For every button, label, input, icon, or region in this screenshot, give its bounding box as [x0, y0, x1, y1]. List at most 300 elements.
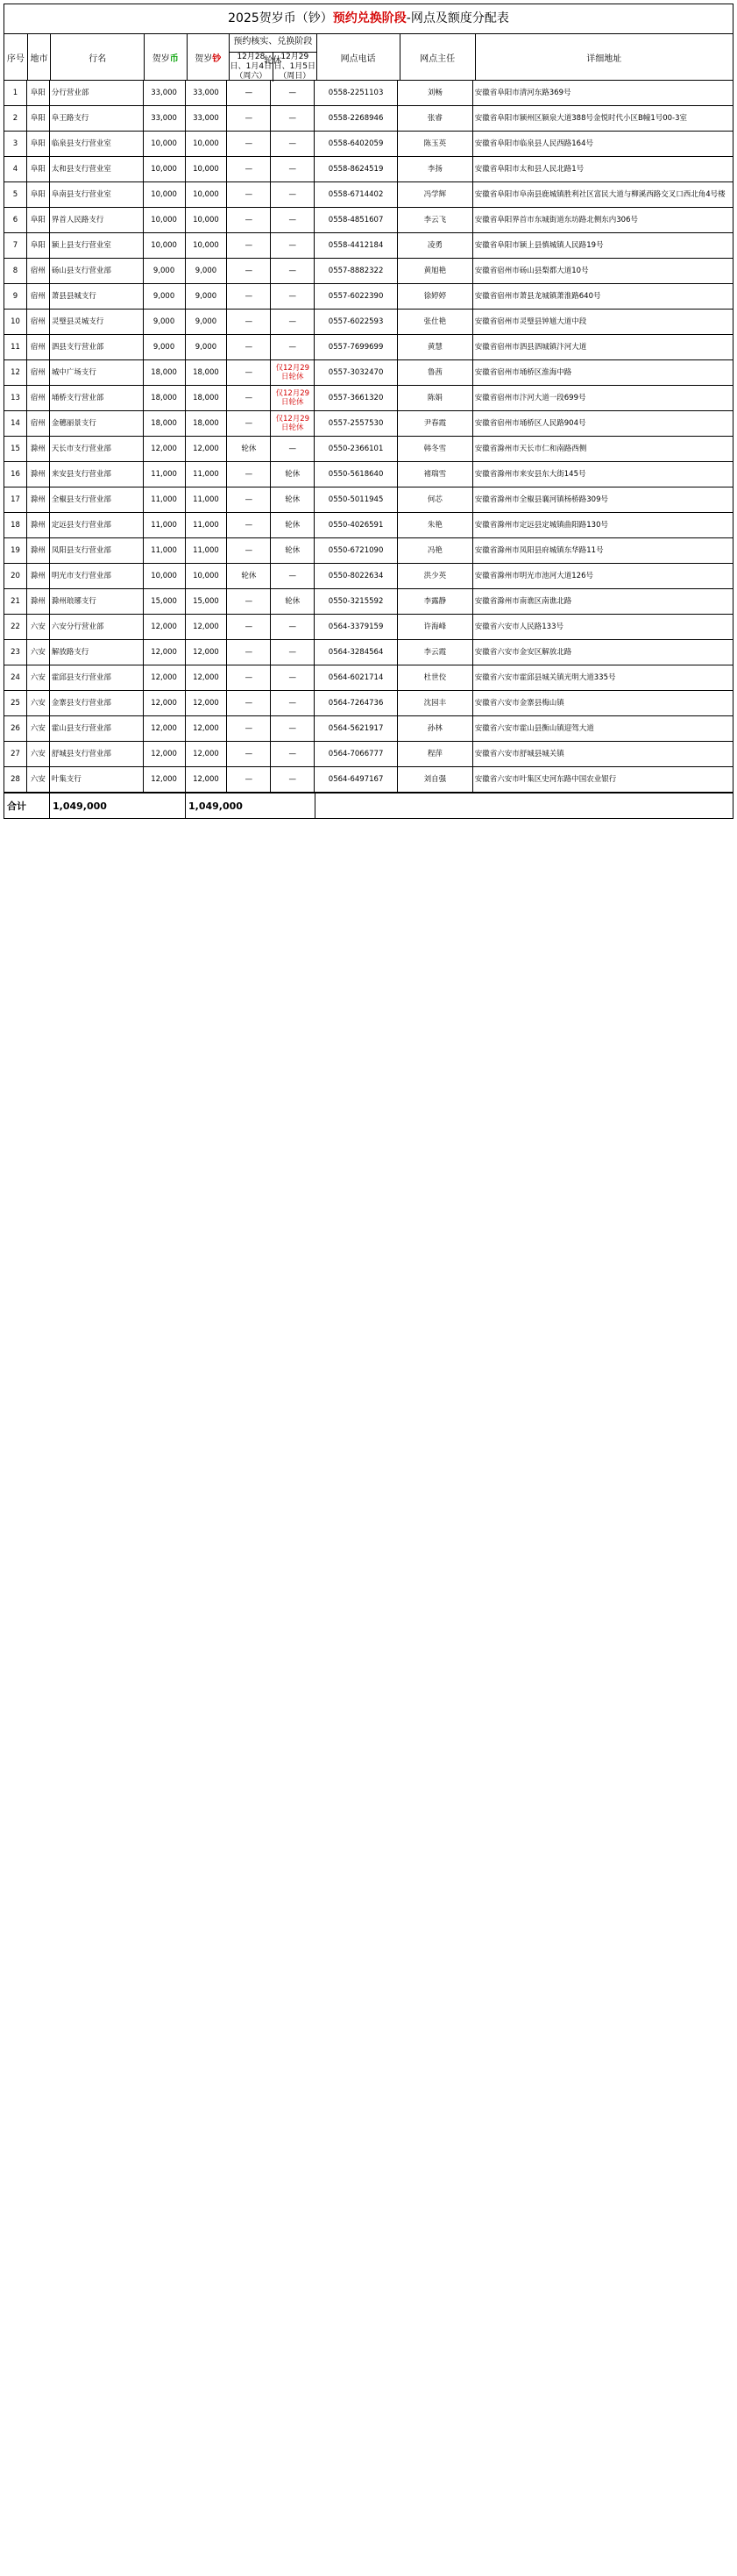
row-bank: 灵璧县灵城支行	[50, 310, 144, 334]
row-manager: 张仕艳	[398, 310, 473, 334]
row-address: 安徽省滁州市定远县定城镇曲阳路130号	[474, 521, 608, 530]
table-row	[4, 411, 733, 437]
row-note: 9,000	[186, 310, 228, 334]
row-date1: —	[227, 640, 271, 665]
row-phone: 0550-2366101	[315, 437, 398, 461]
row-city: 滁州	[27, 589, 50, 614]
row-city: 六安	[27, 640, 50, 665]
row-manager: 程萍	[398, 742, 473, 766]
total-label: 合计	[4, 793, 50, 818]
row-seq: 13	[4, 386, 27, 410]
row-date2: 仅12月29日轮休	[271, 411, 315, 436]
row-phone: 0550-6721090	[315, 538, 398, 563]
row-address: 安徽省阜阳市太和县人民北路1号	[474, 165, 585, 174]
row-note: 11,000	[186, 487, 228, 512]
row-phone: 0558-6402059	[315, 132, 398, 156]
header-phone: 网点电话	[317, 34, 400, 80]
row-coin: 18,000	[144, 411, 186, 436]
row-note: 18,000	[186, 411, 228, 436]
table-row	[4, 538, 733, 564]
row-city: 宿州	[27, 386, 50, 410]
table-row	[4, 437, 733, 462]
row-note: 10,000	[186, 157, 228, 181]
row-manager: 刘自强	[398, 767, 473, 792]
row-bank: 滁州琅琊支行	[50, 589, 144, 614]
row-date2: —	[271, 284, 315, 309]
row-bank: 金穗丽景支行	[50, 411, 144, 436]
table-row	[4, 589, 733, 615]
row-phone: 0558-2251103	[315, 81, 398, 105]
row-city: 滁州	[27, 462, 50, 487]
title-highlight: 预约兑换阶段	[332, 11, 407, 25]
row-manager: 凌勇	[398, 233, 473, 258]
row-date2: 仅12月29日轮休	[271, 386, 315, 410]
row-phone: 0564-7264736	[315, 691, 398, 715]
row-city: 阜阳	[27, 208, 50, 232]
row-date1: —	[227, 284, 271, 309]
row-date1: —	[227, 538, 271, 563]
row-date2: —	[271, 132, 315, 156]
table-row	[4, 259, 733, 284]
row-bank: 萧县县城支行	[50, 284, 144, 309]
row-date2: —	[271, 233, 315, 258]
row-note: 12,000	[186, 437, 228, 461]
table-row	[4, 360, 733, 386]
row-coin: 11,000	[144, 487, 186, 512]
row-coin: 11,000	[144, 513, 186, 537]
row-date2: —	[271, 691, 315, 715]
row-address: 安徽省六安市人民路133号	[474, 623, 563, 631]
row-coin: 10,000	[144, 157, 186, 181]
row-address: 安徽省阜阳市清河东路369号	[474, 89, 571, 97]
row-note: 12,000	[186, 615, 228, 639]
row-address: 安徽省宿州市埇桥区人民路904号	[474, 419, 586, 428]
row-coin: 18,000	[144, 386, 186, 410]
row-seq: 8	[4, 259, 27, 283]
row-note: 11,000	[186, 462, 228, 487]
row-seq: 27	[4, 742, 27, 766]
row-bank: 霍山县支行营业部	[50, 716, 144, 741]
row-coin: 11,000	[144, 538, 186, 563]
table-row	[4, 132, 733, 157]
table-header	[4, 33, 733, 80]
table-row	[4, 335, 733, 360]
row-address: 安徽省六安市叶集区史河东路中国农业银行	[474, 775, 617, 784]
row-phone: 0557-2557530	[315, 411, 398, 436]
row-address: 安徽省滁州市南谯区南谯北路	[474, 597, 572, 606]
row-date2: —	[271, 564, 315, 588]
row-coin: 12,000	[144, 437, 186, 461]
row-city: 六安	[27, 767, 50, 792]
row-city: 阜阳	[27, 106, 50, 131]
row-date2: —	[271, 259, 315, 283]
table-row	[4, 81, 733, 106]
row-manager: 何芯	[398, 487, 473, 512]
row-manager: 杜世佼	[398, 665, 473, 690]
row-bank: 砀山县支行营业部	[50, 259, 144, 283]
row-manager: 黄旭艳	[398, 259, 473, 283]
row-address: 安徽省滁州市天长市仁和南路西侧	[474, 445, 587, 453]
row-note: 12,000	[186, 691, 228, 715]
row-bank: 泗县支行营业部	[50, 335, 144, 359]
row-date2: —	[271, 742, 315, 766]
row-address: 安徽省宿州市汴河大道一段699号	[474, 394, 586, 402]
row-manager: 陈娟	[398, 386, 473, 410]
row-address: 安徽省六安市舒城县城关镇	[474, 750, 564, 758]
row-phone: 0550-3215592	[315, 589, 398, 614]
row-seq: 28	[4, 767, 27, 792]
row-phone: 0557-6022390	[315, 284, 398, 309]
row-seq: 19	[4, 538, 27, 563]
row-coin: 12,000	[144, 615, 186, 639]
page-title	[4, 4, 733, 33]
table-row	[4, 767, 733, 793]
row-address: 安徽省滁州市明光市池河大道126号	[474, 572, 593, 580]
row-city: 六安	[27, 615, 50, 639]
row-date2: —	[271, 615, 315, 639]
row-manager: 许海峰	[398, 615, 473, 639]
row-coin: 12,000	[144, 716, 186, 741]
row-seq: 18	[4, 513, 27, 537]
row-note: 12,000	[186, 716, 228, 741]
row-coin: 11,000	[144, 462, 186, 487]
row-date1: —	[227, 233, 271, 258]
row-seq: 6	[4, 208, 27, 232]
row-address: 安徽省宿州市砀山县梨都大道10号	[474, 267, 589, 275]
table-row	[4, 284, 733, 310]
row-address: 安徽省阜阳市颍州区颍泉大道388号金悦时代小区B幢1号00-3室	[474, 114, 688, 123]
row-address: 安徽省滁州市凤阳县府城镇东华路11号	[474, 546, 604, 555]
row-date2: —	[271, 767, 315, 792]
row-seq: 20	[4, 564, 27, 588]
row-bank: 埇桥支行营业部	[50, 386, 144, 410]
row-bank: 太和县支行营业室	[50, 157, 144, 181]
row-manager: 黄慧	[398, 335, 473, 359]
row-phone: 0564-7066777	[315, 742, 398, 766]
row-coin: 12,000	[144, 742, 186, 766]
row-seq: 25	[4, 691, 27, 715]
row-address: 安徽省阜阳界首市东城街道东坊路北侧东内306号	[474, 216, 638, 224]
row-phone: 0557-6022593	[315, 310, 398, 334]
row-city: 阜阳	[27, 233, 50, 258]
row-seq: 12	[4, 360, 27, 385]
row-manager: 褚瑞雪	[398, 462, 473, 487]
row-date1: —	[227, 716, 271, 741]
row-date2: —	[271, 182, 315, 207]
row-seq: 16	[4, 462, 27, 487]
total-note: 1,049,000	[186, 793, 315, 818]
row-city: 滁州	[27, 437, 50, 461]
row-bank: 明光市支行营业部	[50, 564, 144, 588]
row-note: 10,000	[186, 564, 228, 588]
row-seq: 23	[4, 640, 27, 665]
table-body	[4, 80, 733, 793]
row-phone: 0550-5618640	[315, 462, 398, 487]
row-address: 安徽省六安市金寨县梅山镇	[474, 699, 564, 708]
row-city: 六安	[27, 665, 50, 690]
row-phone: 0564-3284564	[315, 640, 398, 665]
row-bank: 霍邱县支行营业部	[50, 665, 144, 690]
row-note: 33,000	[186, 106, 228, 131]
total-row	[4, 793, 733, 819]
row-coin: 9,000	[144, 259, 186, 283]
row-date1: 轮休	[227, 564, 271, 588]
row-address: 安徽省六安市霍山县衡山镇迎驾大道	[474, 724, 594, 733]
row-seq: 11	[4, 335, 27, 359]
page	[4, 4, 733, 819]
row-manager: 孙林	[398, 716, 473, 741]
table-row	[4, 157, 733, 182]
row-city: 宿州	[27, 310, 50, 334]
row-seq: 14	[4, 411, 27, 436]
row-date2: —	[271, 310, 315, 334]
row-date1: —	[227, 259, 271, 283]
row-date1: —	[227, 386, 271, 410]
row-coin: 10,000	[144, 182, 186, 207]
row-bank: 阜南县支行营业室	[50, 182, 144, 207]
row-city: 六安	[27, 716, 50, 741]
row-date1: 轮休	[227, 437, 271, 461]
row-city: 阜阳	[27, 81, 50, 105]
row-bank: 分行营业部	[50, 81, 144, 105]
row-date2: 轮休	[271, 538, 315, 563]
row-address: 安徽省六安市霍邱县城关镇光明大道335号	[474, 673, 616, 682]
row-seq: 2	[4, 106, 27, 131]
row-date1: —	[227, 615, 271, 639]
row-coin: 9,000	[144, 335, 186, 359]
header-city: 地市	[28, 34, 52, 80]
row-bank: 临泉县支行营业室	[50, 132, 144, 156]
row-bank: 天长市支行营业部	[50, 437, 144, 461]
row-manager: 沈园丰	[398, 691, 473, 715]
row-date2: —	[271, 157, 315, 181]
header-date2: 12月29日、1月5日（周日）	[273, 53, 316, 81]
row-date1: —	[227, 106, 271, 131]
header-bank: 行名	[51, 34, 145, 80]
table-row	[4, 513, 733, 538]
row-seq: 17	[4, 487, 27, 512]
row-date2: —	[271, 208, 315, 232]
row-date2: 轮休	[271, 589, 315, 614]
row-date1: —	[227, 208, 271, 232]
row-manager: 冯艳	[398, 538, 473, 563]
row-phone: 0558-2268946	[315, 106, 398, 131]
table-row	[4, 615, 733, 640]
row-bank: 舒城县支行营业部	[50, 742, 144, 766]
row-bank: 六安分行营业部	[50, 615, 144, 639]
row-note: 33,000	[186, 81, 228, 105]
table-row	[4, 310, 733, 335]
row-manager: 冯学辉	[398, 182, 473, 207]
row-note: 9,000	[186, 335, 228, 359]
row-seq: 1	[4, 81, 27, 105]
row-note: 10,000	[186, 182, 228, 207]
row-date1: —	[227, 513, 271, 537]
row-note: 11,000	[186, 538, 228, 563]
row-coin: 12,000	[144, 640, 186, 665]
row-coin: 12,000	[144, 767, 186, 792]
row-date1: —	[227, 157, 271, 181]
table-row	[4, 208, 733, 233]
row-coin: 9,000	[144, 284, 186, 309]
row-bank: 全椒县支行营业部	[50, 487, 144, 512]
row-phone: 0557-3661320	[315, 386, 398, 410]
table-row	[4, 564, 733, 589]
table-row	[4, 487, 733, 513]
row-bank: 定远县支行营业部	[50, 513, 144, 537]
row-seq: 5	[4, 182, 27, 207]
row-city: 滁州	[27, 538, 50, 563]
row-city: 宿州	[27, 284, 50, 309]
row-phone: 0564-5621917	[315, 716, 398, 741]
row-date2: —	[271, 716, 315, 741]
row-coin: 12,000	[144, 691, 186, 715]
row-bank: 来安县支行营业部	[50, 462, 144, 487]
row-phone: 0558-6714402	[315, 182, 398, 207]
row-address: 安徽省阜阳市临泉县人民西路164号	[474, 139, 593, 148]
row-city: 滁州	[27, 564, 50, 588]
row-seq: 10	[4, 310, 27, 334]
row-manager: 朱艳	[398, 513, 473, 537]
row-phone: 0557-8882322	[315, 259, 398, 283]
row-note: 11,000	[186, 513, 228, 537]
row-phone: 0557-3032470	[315, 360, 398, 385]
row-bank: 颍上县支行营业室	[50, 233, 144, 258]
row-seq: 3	[4, 132, 27, 156]
table-row	[4, 182, 733, 208]
row-phone: 0557-7699699	[315, 335, 398, 359]
row-bank: 城中广场支行	[50, 360, 144, 385]
row-address: 安徽省阜阳市颍上县慎城镇人民路19号	[474, 241, 604, 250]
row-manager: 韩冬雪	[398, 437, 473, 461]
row-note: 10,000	[186, 132, 228, 156]
row-date1: —	[227, 411, 271, 436]
row-date1: —	[227, 310, 271, 334]
row-date2: 轮休	[271, 462, 315, 487]
row-date1: —	[227, 182, 271, 207]
row-note: 9,000	[186, 284, 228, 309]
row-date1: —	[227, 462, 271, 487]
total-coin: 1,049,000	[50, 793, 186, 818]
row-date2: —	[271, 665, 315, 690]
row-city: 滁州	[27, 487, 50, 512]
row-note: 10,000	[186, 208, 228, 232]
row-coin: 18,000	[144, 360, 186, 385]
row-note: 12,000	[186, 665, 228, 690]
row-note: 15,000	[186, 589, 228, 614]
title-prefix: 2025贺岁币（钞）	[228, 11, 333, 25]
row-phone: 0550-8022634	[315, 564, 398, 588]
row-address: 安徽省滁州市全椒县襄河镇杨桥路309号	[474, 495, 608, 504]
row-manager: 李云飞	[398, 208, 473, 232]
table-row	[4, 716, 733, 742]
row-phone: 0558-8624519	[315, 157, 398, 181]
table-row	[4, 233, 733, 259]
row-coin: 10,000	[144, 132, 186, 156]
row-seq: 9	[4, 284, 27, 309]
row-seq: 4	[4, 157, 27, 181]
row-manager: 刘畅	[398, 81, 473, 105]
row-city: 阜阳	[27, 157, 50, 181]
row-date2: —	[271, 335, 315, 359]
row-date1: —	[227, 767, 271, 792]
row-note: 12,000	[186, 742, 228, 766]
row-phone: 0558-4851607	[315, 208, 398, 232]
row-manager: 李扬	[398, 157, 473, 181]
header-seq: 序号	[4, 34, 28, 80]
table-row	[4, 640, 733, 665]
row-coin: 10,000	[144, 564, 186, 588]
row-city: 宿州	[27, 360, 50, 385]
row-manager: 陈玉英	[398, 132, 473, 156]
row-city: 宿州	[27, 335, 50, 359]
row-date2: —	[271, 81, 315, 105]
row-seq: 26	[4, 716, 27, 741]
table-row	[4, 742, 733, 767]
table-row	[4, 106, 733, 132]
header-date1: 12月28日、1月4日（周六）	[230, 53, 273, 81]
row-coin: 33,000	[144, 106, 186, 131]
table-row	[4, 665, 733, 691]
row-date2: —	[271, 437, 315, 461]
row-coin: 33,000	[144, 81, 186, 105]
row-address: 安徽省宿州市埇桥区淮海中路	[474, 368, 572, 377]
row-date1: —	[227, 81, 271, 105]
row-seq: 7	[4, 233, 27, 258]
row-bank: 金寨县支行营业部	[50, 691, 144, 715]
row-bank: 凤阳县支行营业部	[50, 538, 144, 563]
row-address: 安徽省六安市金安区解放北路	[474, 648, 572, 657]
row-date1: —	[227, 589, 271, 614]
row-coin: 15,000	[144, 589, 186, 614]
row-manager: 鲁茜	[398, 360, 473, 385]
row-bank: 阜王路支行	[50, 106, 144, 131]
row-address: 安徽省滁州市来安县东大街145号	[474, 470, 586, 479]
row-city: 阜阳	[27, 182, 50, 207]
row-manager: 李云霞	[398, 640, 473, 665]
row-coin: 9,000	[144, 310, 186, 334]
row-note: 10,000	[186, 233, 228, 258]
row-coin: 10,000	[144, 233, 186, 258]
row-manager: 洪少英	[398, 564, 473, 588]
row-city: 阜阳	[27, 132, 50, 156]
row-phone: 0550-4026591	[315, 513, 398, 537]
row-address: 安徽省阜阳市阜南县鹿城镇胜利社区富民大道与柳溪西路交叉口西北角4号楼	[474, 190, 726, 199]
row-date2: 轮休	[271, 487, 315, 512]
table-row	[4, 386, 733, 411]
row-date1: —	[227, 132, 271, 156]
header-address: 详细地址	[586, 53, 622, 64]
row-seq: 21	[4, 589, 27, 614]
header-coin: 贺岁 币	[145, 34, 187, 80]
title-suffix: -网点及额度分配表	[406, 11, 509, 25]
table-row	[4, 462, 733, 487]
row-phone: 0564-6497167	[315, 767, 398, 792]
row-date2: —	[271, 640, 315, 665]
row-city: 宿州	[27, 411, 50, 436]
row-phone: 0550-5011945	[315, 487, 398, 512]
row-note: 9,000	[186, 259, 228, 283]
row-city: 六安	[27, 691, 50, 715]
row-date1: —	[227, 691, 271, 715]
row-seq: 15	[4, 437, 27, 461]
row-date1: —	[227, 360, 271, 385]
row-note: 18,000	[186, 386, 228, 410]
row-city: 宿州	[27, 259, 50, 283]
row-manager: 张睿	[398, 106, 473, 131]
row-manager: 李露静	[398, 589, 473, 614]
row-phone: 0564-6021714	[315, 665, 398, 690]
